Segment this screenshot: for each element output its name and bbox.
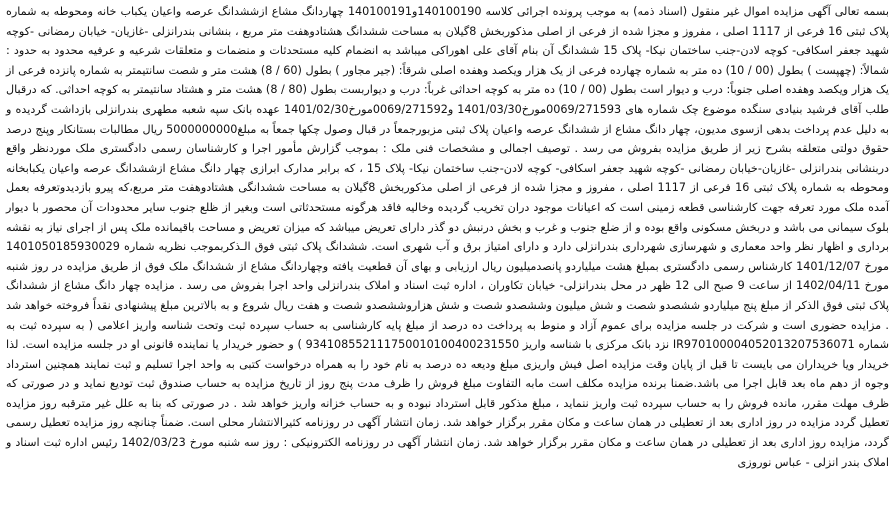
notice-body-text: بسمه تعالی آگهی مزایده اموال غیر منقول (اسناد ذمه) به موجب پرونده اجرائی کلاسه 140100190و140100191 چهاردانگ مشاع ازششدانگ عرصه واعیان یکباب خانه ومحوطه به شماره پلاک ثبتی 16 فرعی از 1117 اصلی ، مفروز و مجزا شده از فرعی از اصلی مذکوربخش 8گیلان به مساحت ششدانگ هشتادوهفت متر مربع ، بنشانی بندرانزلی -غازیان- خیابان رمضانی -کوچه شهید جعفر اسکافی- کوچه لادن-جنب ساختمان نیکا- پلاک 15 ششدانگ آن بنام آقای علی اهوراکی میباشد به انضمام کلیه مستحدثات و منضمات و متعلقات شرعیه و عرفیه محدود به حدود : شمالاً: (چهپست ) بطول (00 / 10) ده متر به شماره چهارده فرعی از یک هزار ویکصد وهفده اصلی شرقاً: (جیر مجاور ) بطول (60 / 8) هشت متر و شصت سانتیمتر به شماره پانزده فرعی از یک هزار ویکصد وهفده اصلی جنوباً: درب و دیوار است بطول (00 / 10) ده متر به کوچه احداثی غرباً: درب و دیواربست بطول (80 / 8) هشت متر و هشتاد سانتیمتر به کوچه احداثی. که درقبال طلب آقای فرشید بنیادی سنگده موضوع چک شماره های 0069/271593مورخ1401/03/30 و0069/271592مورخ1401/02/30 عهده بانک سپه شعبه مطهری بندرانزلی بازداشت گردیده و به دلیل عدم پرداخت بدهی ازسوی مدیون، چهار دانگ مشاع از ششدانگ عرصه واعیان پلاک ثبتی مزبورجمعاً در قبال وصول چکها جمعاً به مبلغ5000000000 ریال مطالبات بستانکار وپنج درصد حقوق دولتی متعلقه بشرح زیر از طریق مزایده بفروش می رسد . توصیف اجمالی و مشخصات فنی ملک : بموجب گزارش مأمور اجرا و کارشناسان رسمی دادگستری ملک موردنظر واقع دربنشانی بندرانزلی -غازیان-خیابان رمضانی -کوچه شهید جعفر اسکافی- کوچه لادن-جنب ساختمان نیکا- پلاک 15 ، که برابر مدارک ابرازی چهار دانگ مشاع ازششدانگ عرصه واعیان یکبابخانه ومحوطه به شماره پلاک ثبتی 16 فرعی از 1117 اصلی ، مفروز و مجزا شده از فرعی از اصلی مذکوربخش 8گیلان به مساحت ششدانگی هشتادوهفت متر مربع،که پیرو بازدیدوتعرفه بعمل آمده ملک مورد تعرفه جهت کارشناسی قطعه زمینی است که اعیانات موجود دران تخریب گردیده وخالیه فاقد هرگونه مستحدثاتی است وبغیر از ظلع جنوب سایر محدودات آن محصور با دیوار بلوک سیمانی می باشد و دربخش مسکونی واقع بوده و از ضلع جنوب و غرب و بخش درنبش دو گذر دارای تعریض میباشد که میزان تعریض و مساحت باقیمانده ملک پس از اجرای نیاز به نقشه برداری و اظهار نظر واحد معماری و شهرسازی شهرداری بندرانزلی دارد و دارای امتیاز برق و آب شهری است. ششدانگ پلاک ثبتی فوق الـذکربموجب نظریه شماره 1401050185930029 مورخ 1401/12/07 کارشناس رسمی دادگستری بمبلغ هشت میلیاردو پانصدمیلیون ریال ارزیابی و بهای آن قطعیت یافته وچهاردانگ مشاع از ششدانگ ملک فوق از طریق مزایده در روز شنبه مورخ 1402/04/11 از ساعت 9 صبح الی 12 ظهر در محل بندرانزلی- خیابان تکاوران ، اداره ثبت اسناد و املاک بندرانزلی واحد اجرا بفروش می رسد . مزایده چهار دانگ مشاع از ششدانگ پلاک ثبتی فوق الذکر از مبلغ پنج میلیاردو ششصدو شصت و شش میلیون وششصدو شصت و شش هزاروششصدو شصت و هفت ریال شروع و به بالاترین مبلغ پیشنهادی نقداً فروخته خواهد شد . مزایده حضوری است و شرکت در جلسه مزایده برای عموم آزاد و منوط به پرداخت ده درصد از مبلغ پایه کارشناسی به حساب سپرده ثبت وتحت شناسه واریز اعلامی ( به سپرده ثبت به شماره IR970100004052013207536071 نزد بانک مرکزی با شناسه واریز 934108552111750010100400231550 ) و حضور خریدار یا نماینده قانونی او در جلسه مزایده است. لذا خریدار ویا خریداران می بایست تا قبل از پایان وقت مزایده اصل فیش واریزی مبلغ ودیعه ده درصد به نام خود را به همراه درخواست کتبی به واحد اجرا تسلیم و ثبت نمایند همچنین استرداد وجوه از دهم ماه بعد قابل اجرا می باشد.ضمنا برنده مزایده مکلف است مابه التفاوت مبلغ فروش را ظرف مدت پنج روز از تاریخ مزایده به حساب صندوق ثبت تودیع نماید و در صورتی که ظرف مهلت مقرر، مانده فروش را به حساب سپرده ثبت واریز ننماید ، مبلغ مذکور قابل استرداد نبوده و به حساب خزانه واریز خواهد شد . در صورتی که بنا به علل غیر مترقبه روز مزایده تعطیل گردد مزایده در روز اداری بعد از تعطیلی در همان ساعت و مکان مقرر برگزار خواهد شد. زمان انتشار آگهی در روزنامه کثیرالانتشار محلی است. ضمناً چنانچه روز مزایده تعطیل رسمی گردد، مزایده روز اداری بعد از تعطیلی در همان ساعت و مکان مقرر برگزار خواهد شد. زمان انتشار آگهی در روزنامه الکترونیکی : روز سه شنبه مورخ 1402/03/23 رئیس اداره ثبت اسناد و املاک بندر انزلی - عباس نوروزی <box>6 5 890 469</box>
